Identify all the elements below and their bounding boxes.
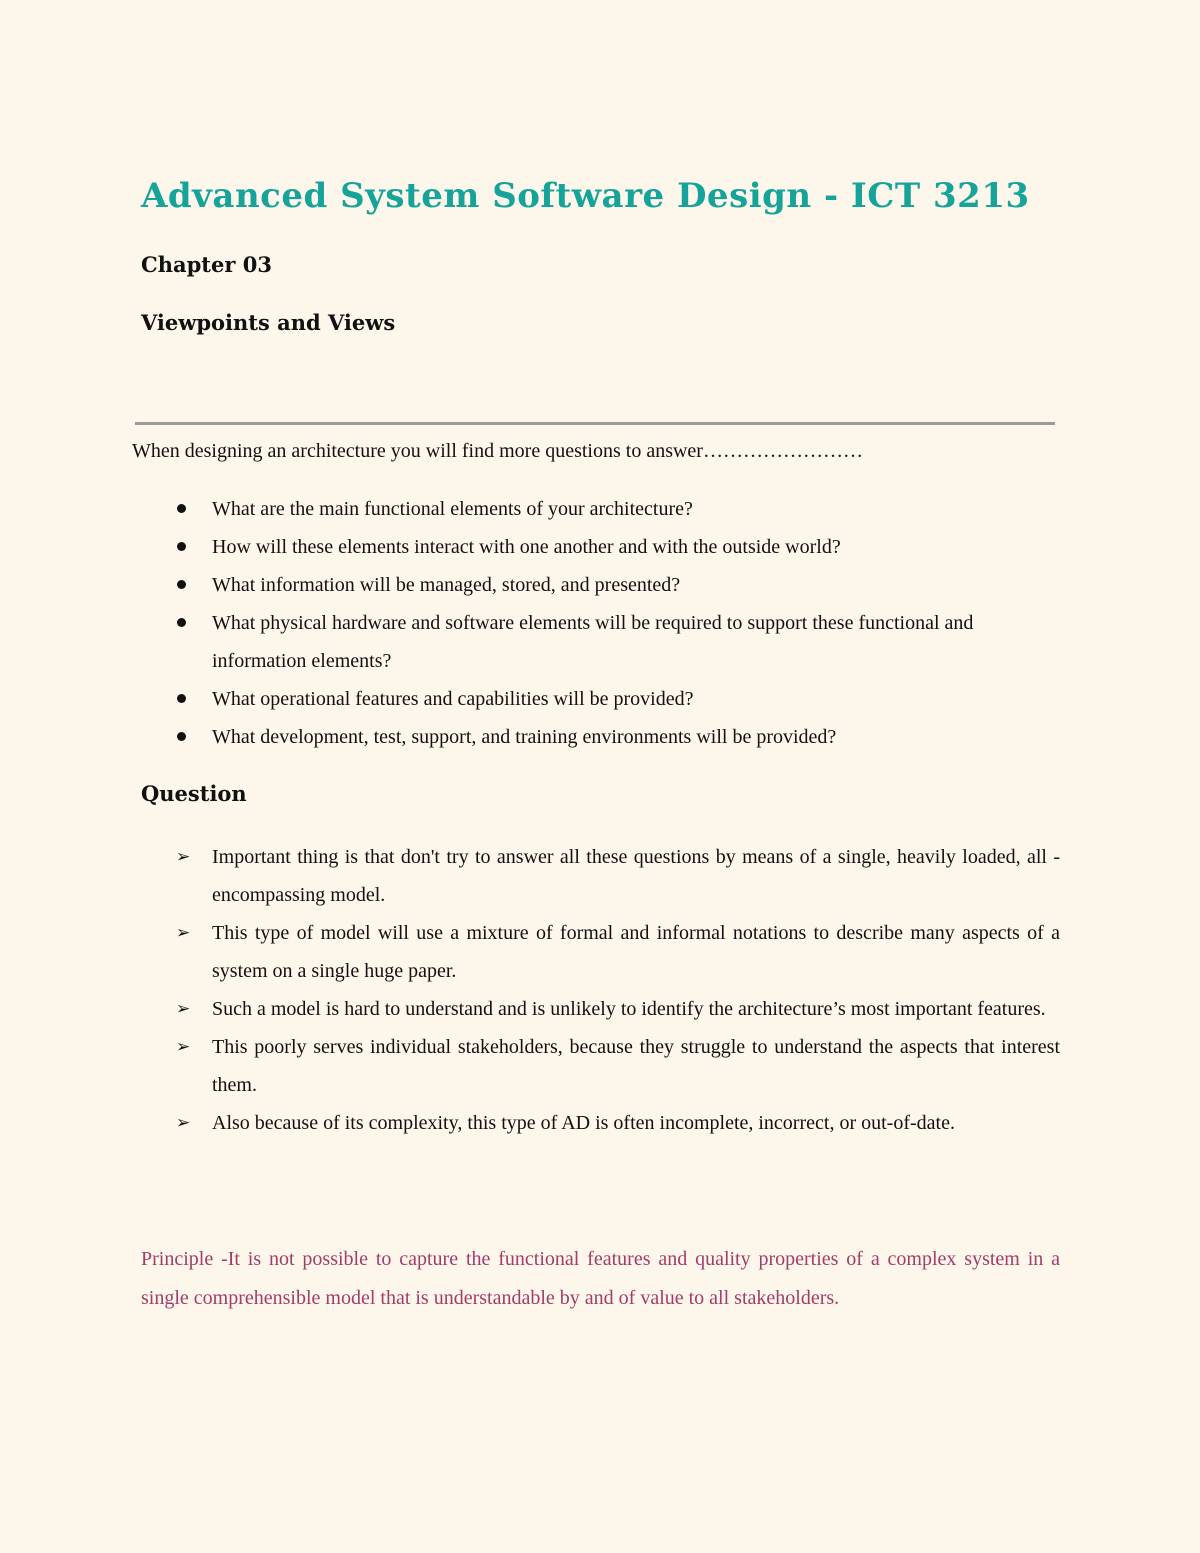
list-item-text: What development, test, support, and training environments will be provided? (212, 726, 837, 748)
bullet-icon (177, 504, 186, 513)
list-item-text: Such a model is hard to understand and is unlikely to identify the architecture’s most important features. (212, 998, 1046, 1020)
list-item (0, 718, 1002, 756)
list-item-text: What are the main functional elements of your architecture? (212, 498, 693, 520)
horizontal-divider (135, 422, 1055, 425)
list-item (0, 566, 1002, 604)
list-item-text: This type of model will use a mixture of formal and informal notations to describe many aspects of a system on a single huge paper. (212, 922, 1060, 982)
arrow-bullet-icon: ➢ (176, 847, 191, 867)
bullet-icon (177, 580, 186, 589)
list-item (176, 838, 1060, 914)
question-points-list (0, 838, 1200, 1142)
arrow-bullet-icon: ➢ (176, 1113, 191, 1133)
section-subtitle: Viewpoints and Views (141, 310, 396, 335)
chapter-label: Chapter 03 (141, 252, 272, 277)
list-item-text: How will these elements interact with one another and with the outside world? (212, 536, 841, 558)
list-item (176, 1104, 1060, 1142)
intro-text: When designing an architecture you will find more questions to answer…………………… (132, 440, 863, 462)
arrow-bullet-icon: ➢ (176, 1037, 191, 1057)
document-title: Advanced System Software Design - ICT 3213 (141, 176, 1030, 216)
arrow-bullet-icon: ➢ (176, 999, 191, 1019)
list-item (0, 680, 1002, 718)
list-item-text: Important thing is that don't try to answer all these questions by means of a single, heavily loaded, all - encompassing model. (212, 846, 1060, 906)
bullet-icon (177, 694, 186, 703)
list-item-text: This poorly serves individual stakeholders, because they struggle to understand the aspects that interest them. (212, 1036, 1060, 1096)
list-item-text: What physical hardware and software elements will be required to support these functional and information elements? (212, 612, 974, 672)
list-item (0, 528, 1002, 566)
arrow-bullet-icon: ➢ (176, 923, 191, 943)
list-item-text: What operational features and capabilities will be provided? (212, 688, 694, 710)
list-item (176, 914, 1060, 990)
bullet-icon (177, 732, 186, 741)
list-item (0, 490, 1002, 528)
list-item (0, 604, 1002, 680)
bullet-icon (177, 618, 186, 627)
questions-list (0, 490, 1200, 756)
list-item (176, 1028, 1060, 1104)
list-item-text: What information will be managed, stored, and presented? (212, 574, 681, 596)
question-heading: Question (141, 781, 247, 806)
bullet-icon (177, 542, 186, 551)
principle-paragraph: Principle -It is not possible to capture the functional features and quality properties of a complex system in a single comprehensible model that is understandable by and of value to all stakeholders. (141, 1248, 1060, 1309)
list-item (176, 990, 1060, 1028)
list-item-text: Also because of its complexity, this type of AD is often incomplete, incorrect, or out-of-date. (212, 1112, 955, 1134)
